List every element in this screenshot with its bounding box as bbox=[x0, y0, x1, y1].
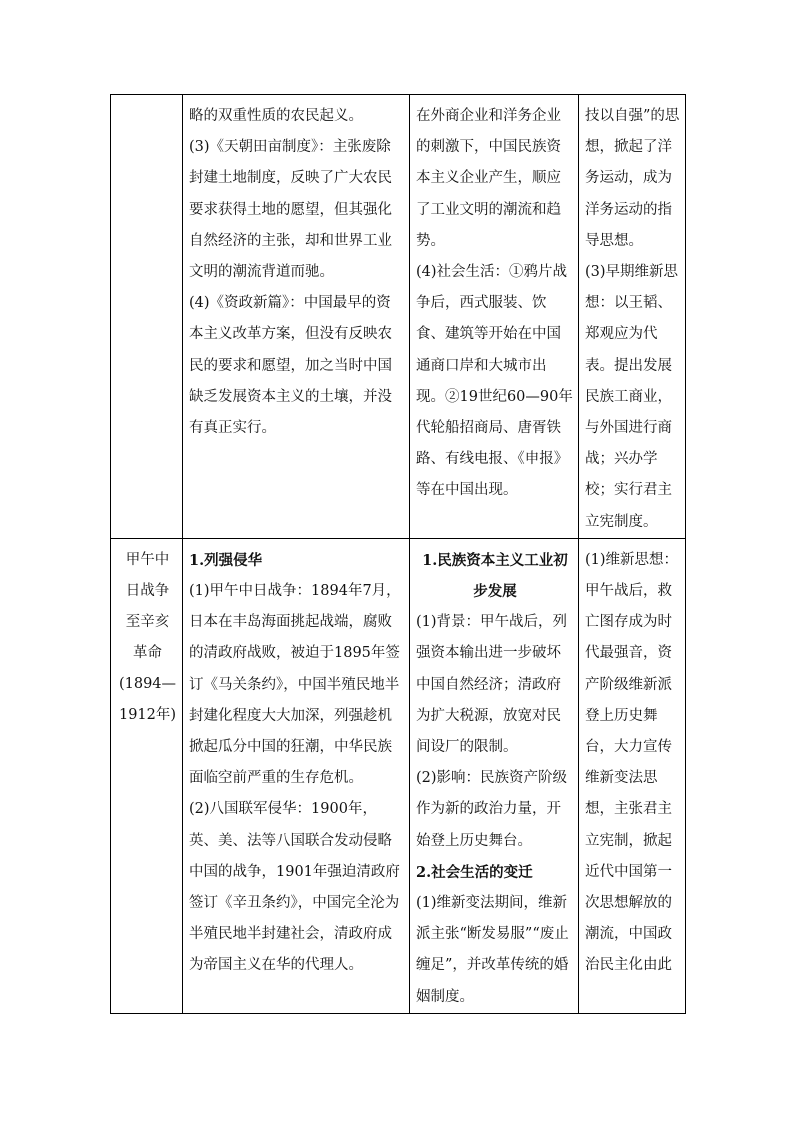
paragraph: (1)维新变法期间，维新派主张“断发易服”“废止缠足”，并改革传统的婚姻制度。 bbox=[416, 895, 569, 1005]
table-row bbox=[111, 538, 686, 1013]
paragraph: (4)社会生活：①鸦片战争后，西式服装、饮食、建筑等开始在中国通商口岸和大城市出现。②19世纪60—90年代轮船招商局、唐胥铁路、有线电报、《申报》等在中国出现。 bbox=[416, 264, 573, 499]
paragraph: 在外商企业和洋务企业的刺激下，中国民族资本主义企业产生，顺应了工业文明的潮流和趋势。 bbox=[416, 108, 561, 249]
paragraph: (3)早期维新思想：以王韬、郑观应为代表。提出发展民族工商业，与外国进行商战；兴办学校；实行君主立宪制度。 bbox=[585, 264, 679, 530]
paragraph: (1)维新思想：甲午战后，救亡图存成为时代最强音，资产阶级维新派登上历史舞台，大力宣传维新变法思想，主张君主立宪制，掀起近代中国第一次思想解放的潮流，中国政治民主化由此 bbox=[585, 551, 679, 974]
era-line: 日战争 bbox=[125, 582, 170, 599]
era-line: (1894— bbox=[118, 675, 177, 692]
table-row bbox=[111, 95, 686, 539]
events-cell bbox=[183, 95, 410, 539]
section-heading: 2.社会生活的变迁 bbox=[416, 863, 533, 881]
paragraph: (2)八国联军侵华：1900年，英、美、法等八国联合发动侵略中国的战争，1901年强迫清政府签订《辛丑条约》，中国完全沦为半殖民地半封建社会，清政府成为帝国主义在华的代理人。 bbox=[189, 801, 400, 974]
paragraph: (1)背景：甲午战后，列强资本输出进一步破坏中国自然经济；清政府为扩大税源，放宽对民间设厂的限制。 bbox=[416, 614, 568, 756]
paragraph: (3)《天朝田亩制度》：主张废除封建土地制度，反映了广大农民要求获得土地的愿望，但其强化自然经济的主张，却和世界工业文明的潮流背道而驰。 bbox=[189, 139, 392, 281]
paragraph: (4)《资政新篇》：中国最早的资本主义改革方案，但没有反映农民的要求和愿望，加之当时中国缺乏发展资本主义的土壤，并没有真正实行。 bbox=[189, 295, 392, 437]
events-cell bbox=[183, 538, 410, 1013]
era-line: 至辛亥 bbox=[125, 613, 170, 630]
paragraph: (2)影响：民族资产阶级作为新的政治力量，开始登上历史舞台。 bbox=[416, 770, 568, 849]
era-line: 甲午中 bbox=[125, 551, 170, 568]
era-cell bbox=[111, 538, 183, 1013]
section-heading: 1.民族资本主义工业初步发展 bbox=[422, 551, 568, 601]
thought-cell bbox=[579, 538, 686, 1013]
economy-cell bbox=[410, 538, 579, 1013]
history-table bbox=[110, 94, 686, 1014]
era-line: 革命 bbox=[133, 644, 162, 661]
era-line: 1912年) bbox=[118, 706, 177, 723]
section-heading: 1.列强侵华 bbox=[189, 551, 263, 569]
paragraph: (1)甲午中日战争：1894年7月，日本在丰岛海面挑起战端，腐败的清政府战败，被迫于1895年签订《马关条约》，中国半殖民地半封建化程度大大加深，列强趁机掀起瓜分中国的狂潮，中华民族面临空前严重的生存危机。 bbox=[189, 583, 401, 787]
paragraph: 略的双重性质的农民起义。 bbox=[189, 108, 363, 124]
era-cell bbox=[111, 95, 183, 539]
paragraph: 技以自强”的思想，掀起了洋务运动，成为洋务运动的指导思想。 bbox=[585, 108, 680, 249]
thought-cell bbox=[579, 95, 686, 539]
economy-cell bbox=[410, 95, 579, 539]
